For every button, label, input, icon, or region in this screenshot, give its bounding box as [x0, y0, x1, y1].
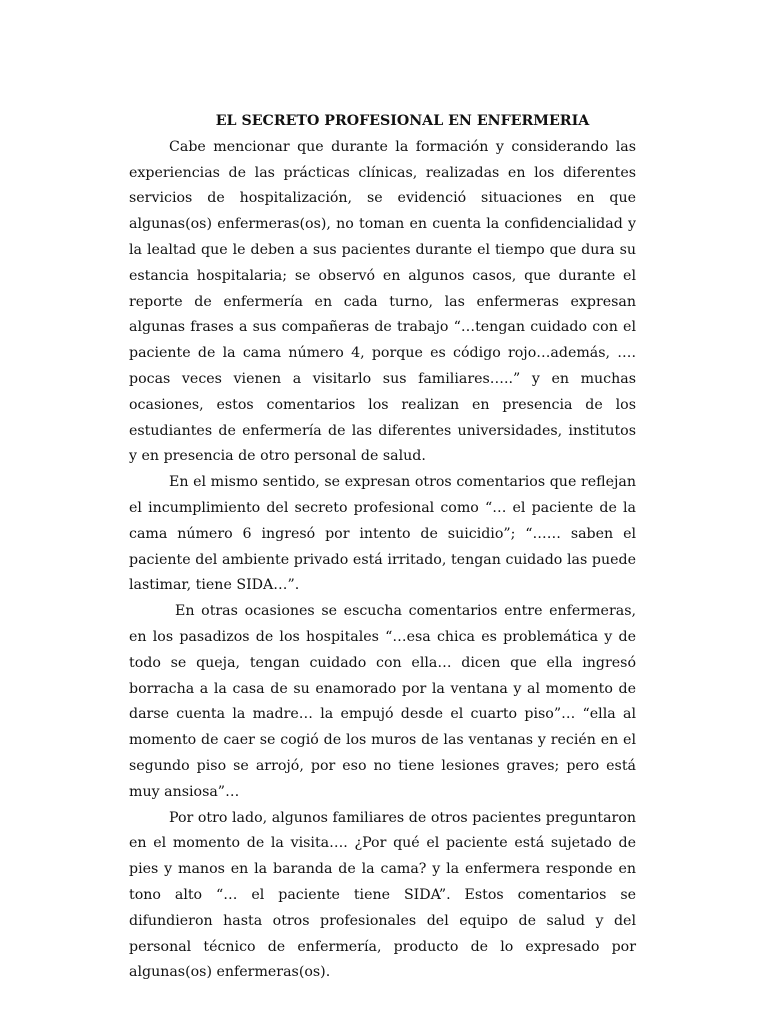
paragraph-3: En otras ocasiones se escucha comentarios entre enfermeras, en los pasadizos de los hospitales “…esa chica es problemática y de todo se queja, tengan cuidado con ella… dicen que ella ingresó borracha a la casa de su enamorado por la ventana y al momento de darse cuenta la madre… la empujó desde el cuarto piso”… “ella al momento de caer se cogió de los muros de las ventanas y recién en el segundo piso se arrojó, por eso no tiene lesiones graves; pero está muy ansiosa”… — [129, 603, 636, 800]
paragraph-1: Cabe mencionar que durante la formación y considerando las experiencias de las prácticas clínicas, realizadas en los diferentes servicios de hospitalización, se evidenció situaciones en que algunas(os) enfermeras(os), no toman en cuenta la confidencialidad y la lealtad que le deben a sus pacientes durante el tiempo que dura su estancia hospitalaria; se observó en algunos casos, que durante el reporte de enfermería en cada turno, las enfermeras expresan algunas frases a sus compañeras de trabajo “…tengan cuidado con el paciente de la cama número 4, porque es código rojo…además, …. pocas veces vienen a visitarlo sus familiares…..” y en muchas ocasiones, estos comentarios los realizan en presencia de los estudiantes de enfermería de las diferentes universidades, institutos y en presencia de otro personal de salud. — [129, 138, 636, 465]
document-body — [129, 109, 636, 986]
document-title: EL SECRETO PROFESIONAL EN ENFERMERIA — [215, 113, 590, 129]
paragraph-4: Por otro lado, algunos familiares de otros pacientes preguntaron en el momento de la visita…. ¿Por qué el paciente está sujetado de pies y manos en la baranda de la cama? y la enfermera responde en tono alto “… el paciente tiene SIDA”. Estos comentarios se difundieron hasta otros profesionales del equipo de salud y del personal técnico de enfermería, producto de lo expresado por algunas(os) enfermeras(os). — [129, 809, 636, 981]
paragraph-2: En el mismo sentido, se expresan otros comentarios que reflejan el incumplimiento del secreto profesional como “… el paciente de la cama número 6 ingresó por intento de suicidio”; “…… saben el paciente del ambiente privado está irritado, tengan cuidado las puede lastimar, tiene SIDA…”. — [129, 474, 636, 594]
